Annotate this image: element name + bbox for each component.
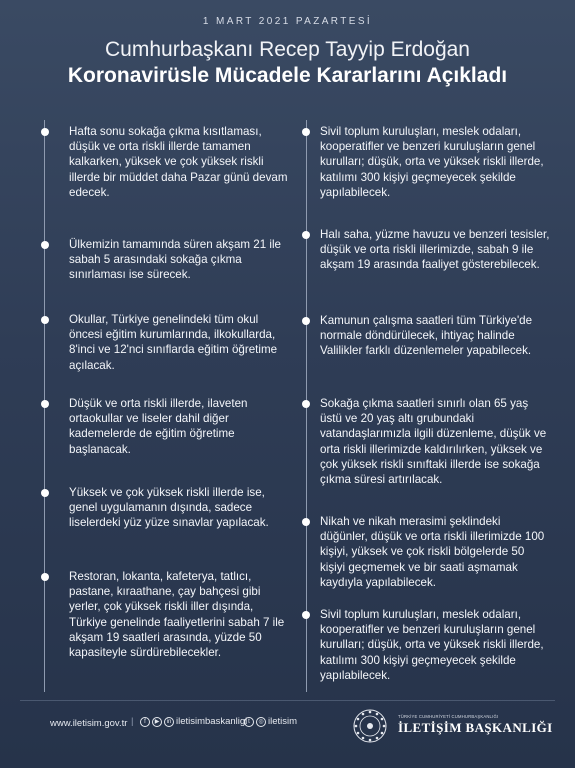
bullet-dot [302,317,310,325]
bullet-dot [41,573,49,581]
footer [0,712,575,752]
right-item-1: Sivil toplum kuruluşları, meslek odaları, kooperatifler ve benzeri kuruluşların genel kurulları; düşük, orta ve yüksek riskli illerde, katılımı 300 kişiyi geçmeyecek şekilde yapılabilecek. [320,125,544,199]
bullet-dot [302,518,310,526]
right-item-5: Nikah ve nikah merasimi şeklindeki düğünler, düşük ve orta riskli illerimizde 100 kişiyi, yüksek ve çok riskli bölgelerde 50 kişiyi geçmemek ve bir saati aşmamak kaydıyla yapılabilecek. [320,515,545,589]
left-item-5: Yüksek ve çok yüksek riskli illerde ise, genel uygulamanın dışında, sadece liselerdeki yüz yüze sınavlar yapılacak. [69,486,269,530]
left-item-4: Düşük ve orta riskli illerde, ilaveten ortaokullar ve liseler dahil diğer kademelerde de eğitim öğretime başlanacak. [69,397,248,456]
right-item-3: Kamunun çalışma saatleri tüm Türkiye'de normale döndürülecek, ihtiyaç halinde Valilikler farklı düzenlemeler yapabilecek. [320,314,533,358]
right-item-6: Sivil toplum kuruluşları, meslek odaları, kooperatifler ve benzeri kuruluşların genel kurulları; düşük, orta ve yüksek riskli illerde, katılımı 300 kişiyi geçmeyecek şekilde yapılabilecek. [320,608,544,682]
bullet-dot [41,400,49,408]
left-item-3: Okullar, Türkiye genelindeki tüm okul öncesi eğitim kurumlarında, ilkokullarda, 8'inci ve 12'nci sınıflarda eğitim öğretime açılacak. [69,313,278,372]
facebook-icon[interactable]: f [140,717,150,727]
bullet-dot [302,231,310,239]
subtitle-president: Cumhurbaşkanı Recep Tayyip Erdoğan [105,38,470,61]
date-line: 1 MART 2021 PAZARTESİ [202,16,373,27]
brand-subtitle: TÜRKİYE CUMHURİYETİ CUMHURBAŞKANLIĞI [398,714,499,719]
social-group-2[interactable] [244,716,297,727]
bullet-dot [41,128,49,136]
bullet-dot [41,489,49,497]
bullet-dot [41,316,49,324]
left-item-6: Restoran, lokanta, kafeterya, tatlıcı, pastane, kıraathane, çay bahçesi gibi yerler, çok yüksek riskli iller dışında, Türkiye genelinde faaliyetlerini sabah 7 ile akşam 19 saatleri arasında, yüzde 50 kapasiteyle sürdürebilecekler. [69,570,285,660]
bullet-dot [302,400,310,408]
right-item-4: Sokağa çıkma saatleri sınırlı olan 65 yaş üstü ve 20 yaş altı grubundaki vatandaşlarımızla ilgili düzenleme, düşük ve orta riskli illerimizde kaldırılırken, yüksek ve çok yüksek riskli sınıftaki illerde ise sokağa çıkma süresi artırılacak. [320,397,547,487]
left-item-1: Hafta sonu sokağa çıkma kısıtlaması, düşük ve orta riskli illerde tamamen kalkarken, yüksek ve çok yüksek riskli illerde bir müddet daha Pazar günü devam edecek. [69,125,288,199]
star-emblem-icon [352,708,388,744]
social-handle-1[interactable]: iletisimbaskanligi [176,716,248,727]
bullet-dot [302,128,310,136]
social-group-1[interactable] [140,716,247,727]
left-item-2: Ülkemizin tamamında süren akşam 21 ile sabah 5 arasındaki sokağa çıkma sınırlaması ise sürecek. [69,238,281,282]
instagram-icon[interactable]: ◎ [256,717,266,727]
main-title: Koronavirüsle Mücadele Kararlarını Açıkladı [67,64,508,87]
youtube-icon[interactable]: ▶ [152,717,162,727]
footer-divider [20,700,555,701]
twitter-icon[interactable]: t [244,717,254,727]
bullet-dot [41,241,49,249]
social-handle-2[interactable]: iletisim [268,716,298,727]
bullet-dot [302,611,310,619]
footer-separator: | [131,716,134,727]
right-item-2: Halı saha, yüzme havuzu ve benzeri tesisler, düşük ve orta riskli illerimizde, sabah 9 ile akşam 19 arasında faaliyet gösterebilecek. [320,228,550,272]
linkedin-icon[interactable]: in [164,717,174,727]
website-link[interactable]: www.iletisim.gov.tr [50,718,128,729]
brand-name: İLETİŞİM BAŞKANLIĞI [398,720,553,735]
